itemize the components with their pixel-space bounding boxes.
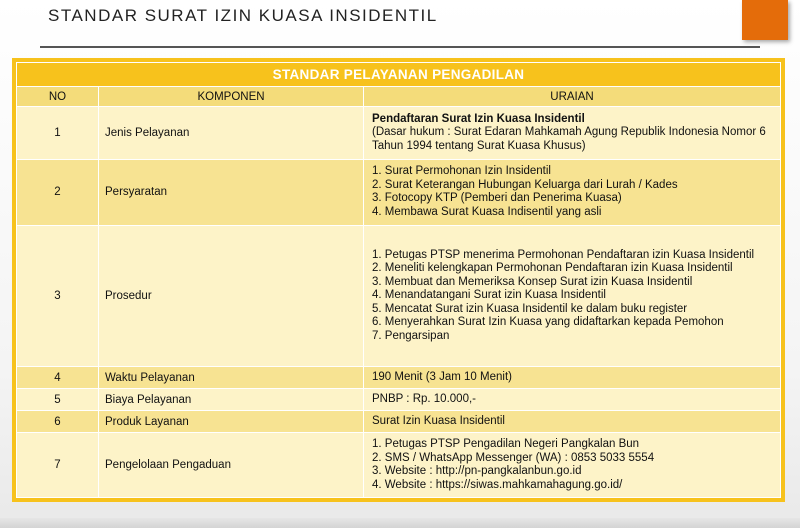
row-uraian (364, 107, 781, 159)
table-row (17, 159, 781, 225)
row-komponen: Produk Layanan (99, 411, 364, 433)
uraian-heading: Pendaftaran Surat Izin Kuasa Insidentil (372, 112, 585, 125)
row-number: 2 (17, 159, 99, 225)
list-item: 1. Petugas PTSP menerima Permohonan Pendaftaran izin Kuasa Insidentil (372, 248, 755, 261)
slide-title: STANDAR SURAT IZIN KUASA INSIDENTIL (48, 6, 438, 25)
row-uraian: PNBP : Rp. 10.000,- (364, 389, 781, 411)
list-item: 3. Website : http://pn-pangkalanbun.go.id (372, 465, 582, 478)
row-number: 1 (17, 107, 99, 159)
row-uraian: 190 Menit (3 Jam 10 Menit) (364, 367, 781, 389)
row-uraian (364, 433, 781, 498)
list-item: 1. Surat Permohonan Izin Insidentil (372, 165, 551, 178)
row-number: 4 (17, 367, 99, 389)
row-number: 5 (17, 389, 99, 411)
row-number: 6 (17, 411, 99, 433)
list-item: 5. Mencatat Surat izin Kuasa Insidentil ke dalam buku register (372, 302, 688, 315)
header-uraian: URAIAN (364, 87, 781, 107)
row-komponen: Persyaratan (99, 159, 364, 225)
row-uraian (364, 226, 781, 367)
table-row (17, 411, 781, 433)
row-number: 7 (17, 433, 99, 498)
corner-accent (742, 0, 788, 40)
table-row (17, 433, 781, 498)
table-row (17, 107, 781, 159)
table-row (17, 389, 781, 411)
service-standard-table (12, 58, 785, 502)
list-item: 4. Membawa Surat Kuasa Indisentil yang asli (372, 205, 602, 218)
title-divider (40, 46, 760, 48)
row-uraian (364, 159, 781, 225)
row-komponen: Prosedur (99, 226, 364, 367)
list-item: 2. Meneliti kelengkapan Permohonan Pendaftaran izin Kuasa Insidentil (372, 262, 733, 275)
row-komponen: Pengelolaan Pengaduan (99, 433, 364, 498)
row-komponen: Biaya Pelayanan (99, 389, 364, 411)
row-komponen: Waktu Pelayanan (99, 367, 364, 389)
table-row (17, 226, 781, 367)
list-item: 3. Membuat dan Memeriksa Konsep Surat izin Kuasa Insidentil (372, 275, 693, 288)
list-item: 1. Petugas PTSP Pengadilan Negeri Pangkalan Bun (372, 438, 640, 451)
header-komponen: KOMPONEN (99, 87, 364, 107)
list-item: 3. Fotocopy KTP (Pemberi dan Penerima Kuasa) (372, 192, 622, 205)
uraian-text: (Dasar hukum : Surat Edaran Mahkamah Agung Republik Indonesia Nomor 6 Tahun 1994 tentang Surat Kuasa Khusus) (372, 126, 766, 152)
table-row (17, 367, 781, 389)
list-item: 2. Surat Keterangan Hubungan Keluarga dari Lurah / Kades (372, 178, 678, 191)
row-uraian: Surat Izin Kuasa Insidentil (364, 411, 781, 433)
header-no: NO (17, 87, 99, 107)
list-item: 7. Pengarsipan (372, 329, 450, 342)
row-komponen: Jenis Pelayanan (99, 107, 364, 159)
table-title: STANDAR PELAYANAN PENGADILAN (17, 63, 781, 87)
slide-footer-band (0, 518, 800, 528)
list-item: 4. Website : https://siwas.mahkamahagung.go.id/ (372, 478, 623, 491)
list-item: 4. Menandatangani Surat izin Kuasa Insidentil (372, 289, 606, 302)
list-item: 6. Menyerahkan Surat Izin Kuasa yang didaftarkan kepada Pemohon (372, 316, 724, 329)
list-item: 2. SMS / WhatsApp Messenger (WA) : 0853 5033 5554 (372, 451, 655, 464)
row-number: 3 (17, 226, 99, 367)
